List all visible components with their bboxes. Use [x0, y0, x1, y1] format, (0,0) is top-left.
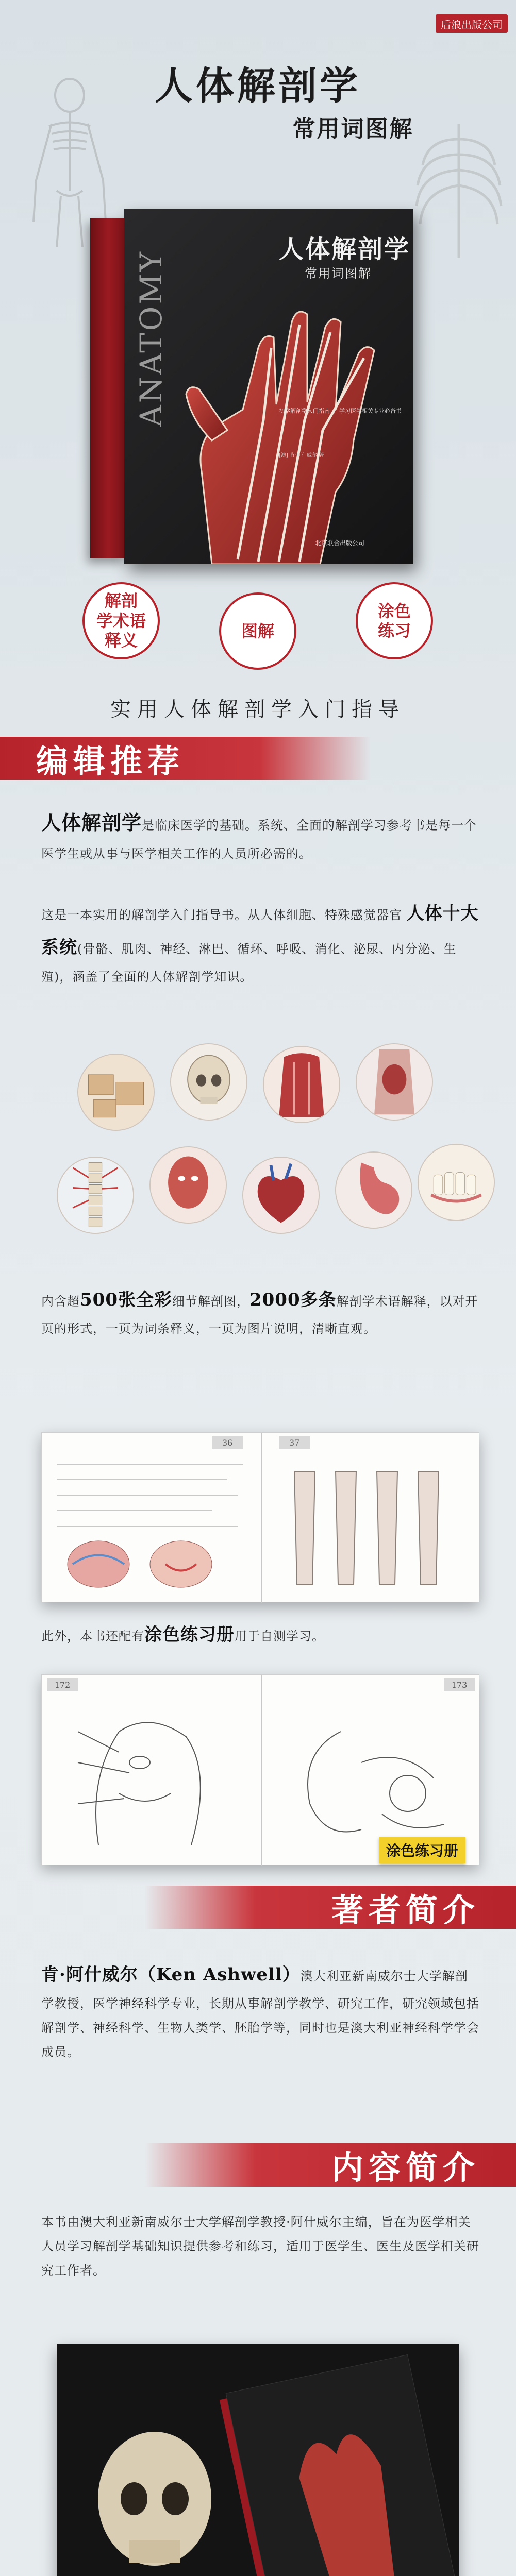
section-title: 著者简介: [331, 1891, 480, 1929]
organ-image-spine: [57, 1157, 134, 1234]
organ-image-heart: [242, 1157, 320, 1234]
cover-spine-word: ANATOMY: [134, 250, 169, 427]
recommend-lead: 人体解剖学: [41, 811, 142, 834]
organ-image-cells: [77, 1054, 155, 1131]
organ-image-torso: [356, 1043, 433, 1121]
recommend-highlight: 涂色练习册: [144, 1624, 235, 1645]
section-title: 内容简介: [331, 2148, 480, 2187]
recommend-text: 此外，本书还配有: [41, 1629, 144, 1643]
book-cover-image: [90, 209, 425, 564]
section-banner-content: [144, 2143, 516, 2187]
book-front-cover: [124, 209, 413, 564]
recommend-text: 细节解剖图，: [172, 1294, 249, 1309]
section-banner-recommend: [0, 737, 371, 780]
coloring-face-illustration: [57, 1701, 253, 1855]
recommend-highlight: 人体十大系统: [41, 903, 479, 958]
page-number: 36: [212, 1436, 243, 1449]
author-text: 澳大利亚新南威尔士大学解剖学教授，医学神经科学专业，长期从事解剖学教学、研究工作，研究领域包括解剖学、神经科学、生物人类学、胚胎学等，同时也是澳大利亚神经科学学会成员。: [41, 1969, 479, 2059]
recommend-text: 内含超: [41, 1294, 80, 1309]
page-number: 172: [47, 1678, 78, 1691]
organ-image-stomach: [335, 1151, 412, 1229]
organ-image-skull: [170, 1043, 247, 1121]
photo-scene: [57, 2344, 459, 2576]
recommend-paragraph-1: [41, 804, 479, 866]
recommend-highlight: 500张全彩: [80, 1290, 172, 1310]
tagline: 实用人体解剖学入门指导: [110, 698, 405, 721]
page-title: 人体解剖学: [155, 64, 361, 108]
recommend-paragraph-4: [41, 1618, 479, 1652]
cover-author: [澳] 肯·阿什威尔 著: [279, 453, 324, 459]
hand-anatomy-illustration: [181, 286, 413, 564]
section-banner-author: [144, 1886, 516, 1929]
recommend-highlight: 2000多条: [249, 1290, 337, 1310]
section-title: 编辑推荐: [36, 742, 185, 780]
product-photo-skull-book: [57, 2344, 459, 2576]
author-paragraph: [41, 1958, 479, 2064]
recommend-paragraph-3: [41, 1283, 479, 1341]
recommend-text: 解剖学术语解释，以对开页的形式，一页为词条释义，一页为图片说明，清晰直观。: [41, 1294, 478, 1336]
feature-coloring: [356, 582, 433, 659]
cover-press: 北京联合出版公司: [315, 539, 365, 547]
page-subtitle: 常用词图解: [292, 116, 414, 142]
book-spine: [90, 218, 126, 558]
recommend-text: 用于自测学习。: [235, 1629, 325, 1643]
recommend-paragraph-2: [41, 896, 479, 989]
content-paragraph: 本书由澳大利亚新南威尔士大学解剖学教授·阿什威尔主编，旨在为医学相关人员学习解剖学基础知识提供参考和练习，适用于医学生、医生及医学相关研究工作者。: [41, 2215, 479, 2278]
arm-illustration: [284, 1456, 470, 1595]
brain-section-illustration: [145, 1536, 217, 1592]
coloring-tag: 涂色练习册: [379, 1837, 465, 1863]
author-name-en: （Ken Ashwell）: [138, 1964, 301, 1985]
recommend-text: 是临床医学的基础。系统、全面的解剖学习参考书是每一个医学生或从事与医学相关工作的人员所必需的。: [41, 818, 477, 861]
coloring-ear-illustration: [279, 1701, 470, 1855]
book-spread-sample: [41, 1432, 479, 1602]
feature-terminology: [82, 582, 160, 659]
feature-label: 涂色 练习: [377, 601, 411, 640]
cover-blurb: 初学解剖学入门指南 ｜ 学习医学相关专业必备书: [279, 408, 402, 414]
author-name: 肯·阿什威尔: [41, 1964, 138, 1985]
page-number: 173: [444, 1678, 475, 1691]
page-number: 37: [279, 1436, 310, 1449]
cover-title: 人体解剖学: [279, 235, 411, 264]
recommend-text: 这是一本实用的解剖学入门指导书。从人体细胞、特殊感觉器官: [41, 908, 402, 922]
cover-subtitle: 常用词图解: [305, 266, 372, 281]
feature-label: 图解: [241, 621, 274, 641]
publisher-logo: 后浪出版公司: [436, 14, 508, 33]
recommend-text: (骨骼、肌肉、神经、淋巴、循环、呼吸、消化、泌尿、内分泌、生殖)，涵盖了全面的人体解剖学知识。: [41, 942, 457, 984]
feature-illustration: [219, 592, 296, 670]
brain-illustration: [62, 1536, 135, 1592]
feature-label: 解剖 学术语 释义: [96, 591, 146, 651]
organ-image-teeth: [418, 1144, 495, 1221]
organ-image-muscle: [263, 1046, 340, 1123]
organ-image-head-muscles: [149, 1146, 227, 1224]
